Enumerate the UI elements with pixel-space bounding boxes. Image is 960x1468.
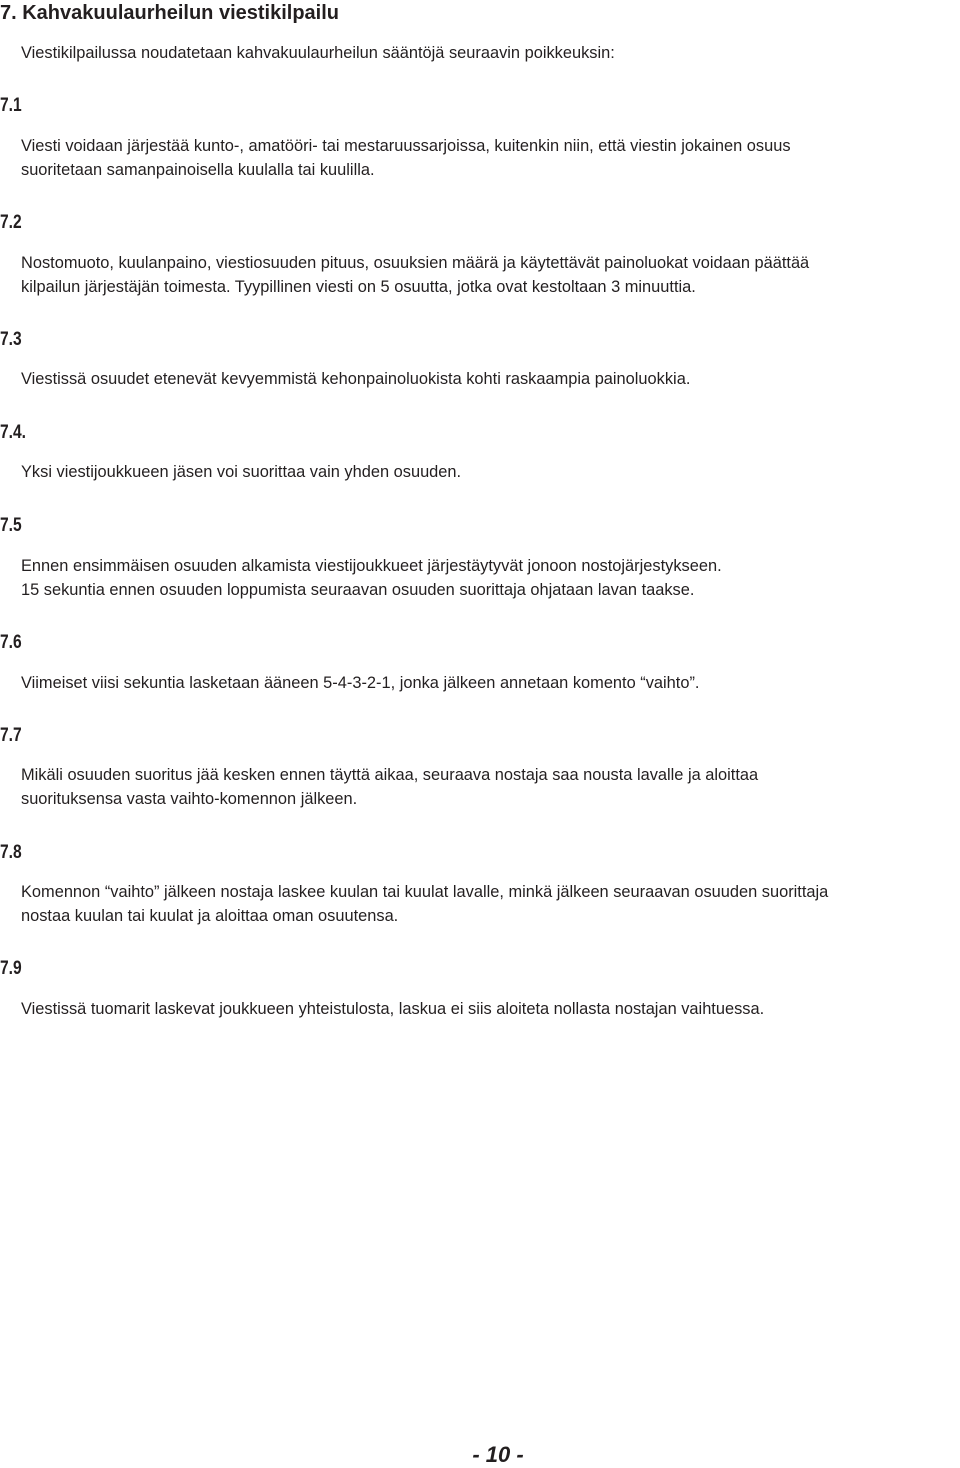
text-line: 15 sekuntia ennen osuuden loppumista seuraavan osuuden suorittaja ohjataan lavan taakse. — [21, 581, 695, 599]
section-number-7-1: 7.1 — [0, 95, 22, 116]
section-number-7-5: 7.5 — [0, 515, 22, 536]
section-text-7-4 — [21, 460, 960, 484]
text-line: suoritetaan samanpainoisella kuulalla tai kuulilla. — [21, 161, 375, 179]
intro-paragraph: Viestikilpailussa noudatetaan kahvakuulaurheilun sääntöjä seuraavin poikkeuksin: — [21, 44, 615, 62]
text-line: Komennon “vaihto” jälkeen nostaja laskee kuulan tai kuulat lavalle, minkä jälkeen seuraavan osuuden suorittaja — [21, 883, 829, 901]
section-number-7-9: 7.9 — [0, 958, 22, 979]
section-number-7-2: 7.2 — [0, 212, 22, 233]
section-number-7-6: 7.6 — [0, 632, 22, 653]
text-line: Viestissä osuudet etenevät kevyemmistä kehonpainoluokista kohti raskaampia painoluokkia. — [21, 370, 691, 388]
section-number-7-8: 7.8 — [0, 842, 22, 863]
text-line: nostaa kuulan tai kuulat ja aloittaa oman osuutensa. — [21, 907, 399, 925]
text-line: suorituksensa vasta vaihto-komennon jälkeen. — [21, 790, 358, 808]
text-line: Viesti voidaan järjestää kunto-, amatööri- tai mestaruussarjoissa, kuitenkin niin, että viestin jokainen osuus — [21, 137, 791, 155]
section-text-7-3 — [21, 367, 960, 391]
text-line: Viimeiset viisi sekuntia lasketaan ääneen 5-4-3-2-1, jonka jälkeen annetaan komento “vaihto”. — [21, 674, 700, 692]
section-number-7-4: 7.4. — [0, 422, 26, 443]
text-line: Nostomuoto, kuulanpaino, viestiosuuden pituus, osuuksien määrä ja käytettävät painoluokat voidaan päättää — [21, 254, 810, 272]
section-text-7-9 — [21, 997, 960, 1021]
text-line: Yksi viestijoukkueen jäsen voi suorittaa vain yhden osuuden. — [21, 463, 462, 481]
page-title: 7. Kahvakuulaurheilun viestikilpailu — [0, 2, 339, 24]
text-line: Ennen ensimmäisen osuuden alkamista viestijoukkueet järjestäytyvät jonoon nostojärjestykseen. — [21, 557, 722, 575]
section-text-7-7 — [21, 763, 960, 811]
text-line: kilpailun järjestäjän toimesta. Tyypillinen viesti on 5 osuutta, jotka ovat kestoltaan 3 minuuttia. — [21, 278, 696, 296]
section-text-7-2 — [21, 251, 960, 299]
section-text-7-8 — [21, 880, 960, 928]
page-number: - 10 - — [472, 1442, 524, 1467]
section-text-7-1 — [21, 134, 960, 182]
section-number-7-3: 7.3 — [0, 329, 22, 350]
text-line: Viestissä tuomarit laskevat joukkueen yhteistulosta, laskua ei siis aloiteta nollasta nostajan vaihtuessa. — [21, 1000, 765, 1018]
section-text-7-5 — [21, 554, 960, 602]
section-text-7-6 — [21, 671, 960, 695]
text-line: Mikäli osuuden suoritus jää kesken ennen täyttä aikaa, seuraava nostaja saa nousta lavalle ja aloittaa — [21, 766, 759, 784]
section-number-7-7: 7.7 — [0, 725, 22, 746]
